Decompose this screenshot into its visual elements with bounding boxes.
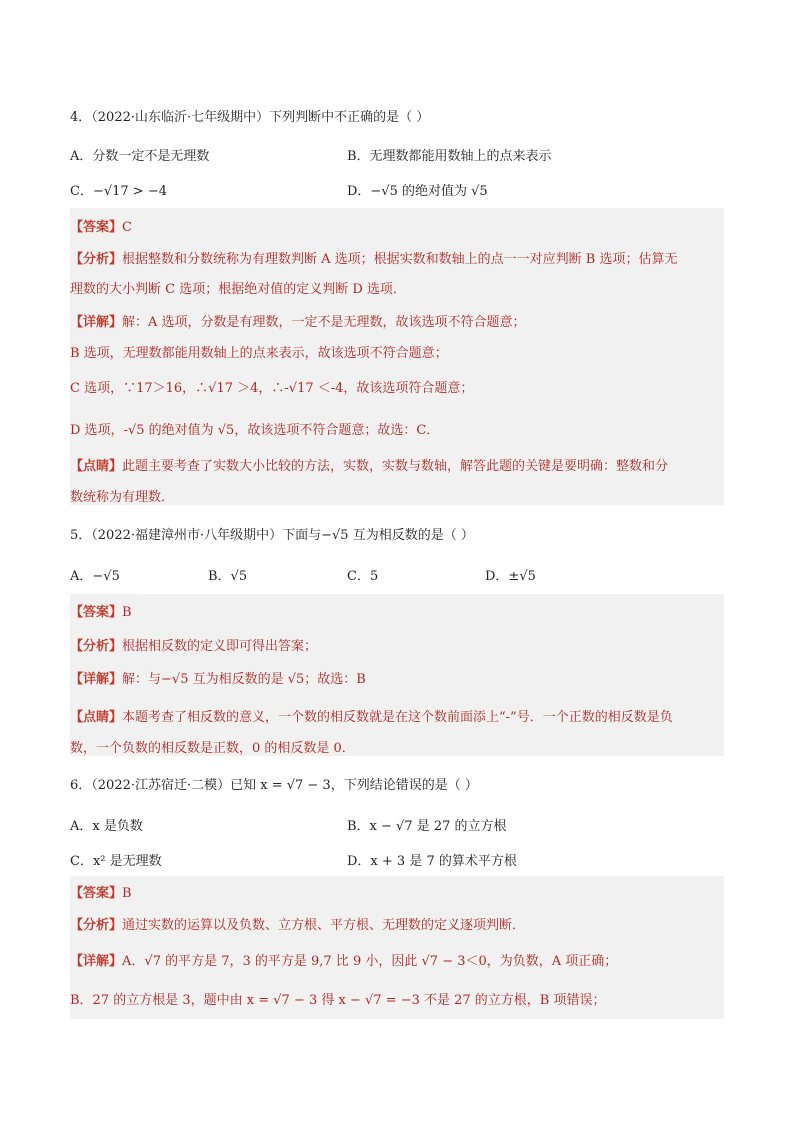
q5-comment-text-1: 本题考查了相反数的意义，一个数的相反数就是在这个数前面添上“-”号．一个正数的相反数是负 <box>122 710 673 725</box>
q6-stem: 6．（2022·江苏宿迁·二模）已知 x = √7 − 3，下列结论错误的是（ ） <box>70 778 478 793</box>
q5-option-b: B．√5 <box>208 569 248 584</box>
q5-analysis <box>70 635 317 654</box>
q5-analysis-text-1: 根据相反数的定义即可得出答案； <box>122 639 318 654</box>
q5-answer-tag: 【答案】 <box>70 605 123 620</box>
q4-detail <box>70 311 526 330</box>
q6-analysis-text-1: 通过实数的运算以及负数、立方根、平方根、无理数的定义逐项判断． <box>122 918 526 933</box>
q5-option-d: D．±√5 <box>485 569 536 584</box>
q4-comment <box>70 455 668 474</box>
q6-detail-text-1: A．√7 的平方是 7，3 的平方是 9,7 比 9 小，因此 √7 − 3＜0，为负数，A 项正确； <box>122 954 618 969</box>
q4-option-b: B．无理数都能用数轴上的点来表示 <box>347 149 552 164</box>
q4-analysis-text-1: 根据整数和分数统称为有理数判断 A 选项；根据实数和数轴上的点一一对应判断 B 选项；估算无 <box>122 252 678 267</box>
q4-stem: 4．（2022·山东临沂·七年级期中）下列判断中不正确的是（ ） <box>70 110 430 125</box>
q6-detail-tag: 【详解】 <box>70 954 123 969</box>
q5-option-a: A．−√5 <box>70 569 120 584</box>
q4-option-c: C．−√17 > −4 <box>70 184 167 199</box>
q5-option-c: C．5 <box>347 569 379 584</box>
q6-answer <box>70 882 132 901</box>
q5-comment-text-2: 数，一个负数的相反数是正数，0 的相反数是 0． <box>70 741 355 756</box>
q6-analysis-tag: 【分析】 <box>70 918 123 933</box>
q4-detail-text-1: 解：A 选项，分数是有理数，一定不是无理数，故该选项不符合题意； <box>122 315 526 330</box>
q4-answer-value: C <box>122 220 132 235</box>
q5-detail-text-1: 解：与−√5 互为相反数的是 √5；故选：B <box>122 672 366 687</box>
q4-detail-text-3: C 选项，∵17＞16，∴√17 ＞4，∴-√17 ＜-4，故该选项符合题意； <box>70 381 474 396</box>
q6-detail-text-2: B．27 的立方根是 3，题中由 x = √7 − 3 得 x − √7 = −3 不是 27 的立方根，B 项错误； <box>70 993 606 1008</box>
q5-comment <box>70 706 673 725</box>
q6-answer-tag: 【答案】 <box>70 886 123 901</box>
q4-comment-text-2: 数统称为有理数． <box>70 490 175 505</box>
q6-detail <box>70 950 617 969</box>
q4-detail-text-4: D 选项，-√5 的绝对值为 √5，故该选项不符合题意；故选：C． <box>70 423 440 438</box>
q4-analysis-tag: 【分析】 <box>70 252 123 267</box>
q4-option-a: A．分数一定不是无理数 <box>70 149 210 164</box>
q6-option-b: B．x − √7 是 27 的立方根 <box>347 819 507 834</box>
q6-option-c: C．x² 是无理数 <box>70 854 162 869</box>
q5-detail <box>70 668 366 687</box>
q5-analysis-tag: 【分析】 <box>70 639 123 654</box>
q5-answer-value: B <box>122 605 132 620</box>
q4-comment-text-1: 此题主要考查了实数大小比较的方法，实数，实数与数轴，解答此题的关键是要明确：整数和分 <box>122 459 669 474</box>
q4-detail-text-2: B 选项，无理数都能用数轴上的点来表示，故该选项不符合题意； <box>70 346 448 361</box>
q4-analysis <box>70 248 678 267</box>
q6-option-a: A．x 是负数 <box>70 819 143 834</box>
q6-analysis <box>70 914 525 933</box>
q4-answer <box>70 216 132 235</box>
q6-answer-value: B <box>122 886 132 901</box>
q4-detail-tag: 【详解】 <box>70 315 123 330</box>
q4-comment-tag: 【点睛】 <box>70 459 123 474</box>
q5-comment-tag: 【点睛】 <box>70 710 123 725</box>
q5-detail-tag: 【详解】 <box>70 672 123 687</box>
q4-analysis-text-2: 理数的大小判断 C 选项；根据绝对值的定义判断 D 选项． <box>70 282 406 297</box>
q5-stem: 5．（2022·福建漳州市·八年级期中）下面与−√5 互为相反数的是（ ） <box>70 528 474 543</box>
q5-answer <box>70 601 132 620</box>
q4-answer-tag: 【答案】 <box>70 220 123 235</box>
q6-option-d: D．x + 3 是 7 的算术平方根 <box>347 854 517 869</box>
q4-option-d: D．−√5 的绝对值为 √5 <box>347 184 488 199</box>
